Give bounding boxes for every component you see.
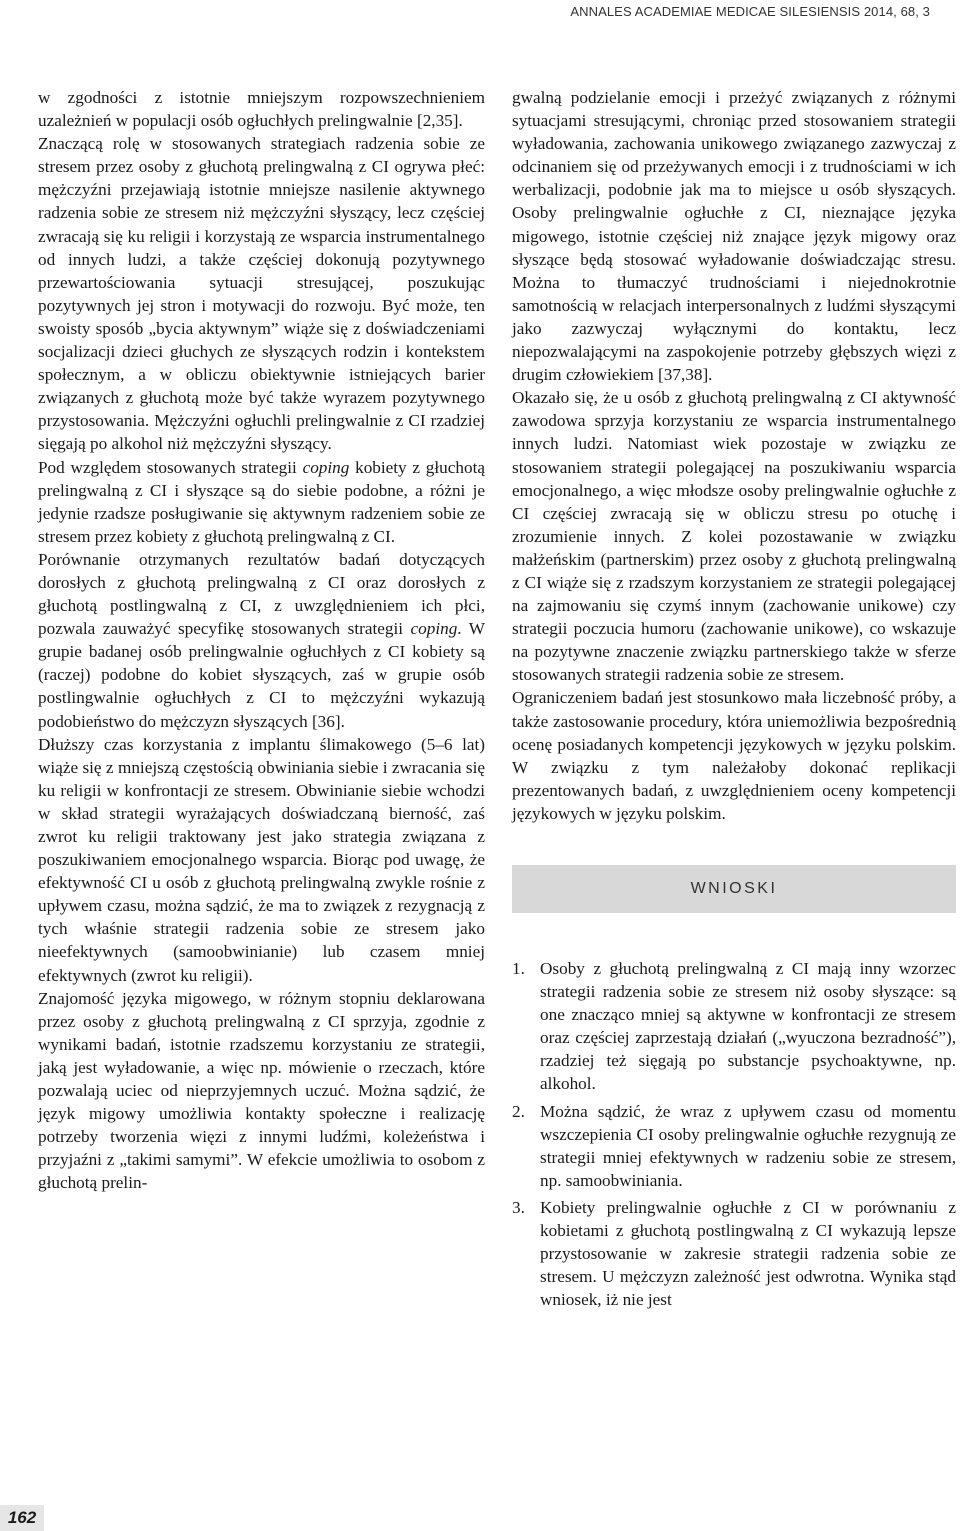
list-number: 3. — [512, 1197, 525, 1217]
text-run: . W grupie badanej osób prelingwalnie ogłuchłych z CI kobiety są (raczej) podobne do kobiet słyszących, zaś w grupie osób postlingwalnie ogłuchłych z CI to mężczyźni wykazują podobieństwo do mężczyzn słyszących [36]. — [38, 619, 486, 731]
section-heading-conclusions: WNIOSKI — [512, 865, 956, 913]
paragraph — [38, 548, 485, 733]
list-number: 2. — [512, 1101, 525, 1121]
paragraph: w zgodności z istotnie mniejszym rozpowszechnieniem uzależnień w populacji osób ogłuchłych prelingwalnie [2,35]. — [38, 88, 485, 131]
text-run: Porównanie otrzymanych rezultatów badań dotyczących dorosłych z głuchotą prelingwalną z CI oraz dorosłych z głuchotą postlingwalną z CI, z uwzględnieniem ich płci, pozwala zauważyć specyfikę stosowanych strategii — [38, 549, 485, 639]
list-item — [512, 1196, 956, 1311]
list-item-text: Osoby z głuchotą prelingwalną z CI mają inny wzorzec strategii radzenia sobie ze stresem niż osoby słyszące: są one znacząco mniej są aktywne w konfrontacji ze stresem oraz częściej zaprzestają działań („wyuczona bezradność”), rzadziej też sięgają po substancje psychoaktywne, np. alkohol. — [540, 959, 956, 1094]
left-column — [38, 86, 485, 1195]
list-item-text: Kobiety prelingwalnie ogłuchłe z CI w porównaniu z kobietami z głuchotą postlingwalną z CI wykazują lepsze przystosowanie w zakresie strategii radzenia sobie ze stresem. U mężczyzn zależność jest odwrotna. Wynika stąd wniosek, iż nie jest — [540, 1197, 956, 1310]
paragraph: gwalną podzielanie emocji i przeżyć związanych z różnymi sytuacjami stresującymi, chroniąc przed stosowaniem strategii wyładowania, zachowania unikowego związanego zazwyczaj z odcinaniem się od przeżywanych emocji i z trudnościami w ich werbalizacji, podobnie jak ma to miejsce u osób słyszących. Osoby prelingwalnie ogłuchłe z CI, nieznające języka migowego, istotnie częściej niż znające język migowy oraz słyszące będą stosować wyładowanie doświadczając stresu. Można to tłumaczyć trudnościami i niejednokrotnie samotnością w relacjach interpersonalnych z ludźmi słyszącymi jako zazwyczaj wyłącznymi do kontaktu, lecz niepozwalającymi na zaspokojenie potrzeby głębszych więzi z drugim człowiekiem [37,38]. — [512, 88, 956, 385]
italic-term: coping — [302, 457, 350, 477]
running-header: ANNALES ACADEMIAE MEDICAE SILESIENSIS 2014, 68, 3 — [570, 4, 930, 19]
list-item-text: Można sądzić, że wraz z upływem czasu od momentu wszczepienia CI osoby prelingwalnie ogłuchłe rezygnują ze strategii mniej efektywnych w radzeniu sobie ze stresem, np. samoobwiniania. — [540, 1101, 956, 1190]
paragraph: Znajomość języka migowego, w różnym stopniu deklarowana przez osoby z głuchotą prelingwalną z CI sprzyja, zgodnie z wynikami badań, istotnie rzadszemu korzystaniu ze strategii, jaką jest wyładowanie, a więc np. mówienie o rzeczach, które pozwalają uciec od nieprzyjemnych uczuć. Można sądzić, że język migowy umożliwia kontakty społeczne i realizację potrzeby tworzenia więzi z innymi ludźmi, koleżeństwa i przyjaźni z „takimi samymi”. W efekcie umożliwia to osobom z głuchotą prelin- — [38, 988, 485, 1193]
paragraph: Dłuższy czas korzystania z implantu ślimakowego (5–6 lat) wiąże się z mniejszą częstością obwiniania siebie i zwracania się ku religii w konfrontacji ze stresem. Obwinianie siebie wchodzi w skład strategii wyrażających doświadczaną bierność, zaś zwrot ku religii traktowany jest jako strategia związana z poszukiwaniem emocjonalnego wsparcia. Biorąc pod uwagę, że efektywność CI u osób z głuchotą prelingwalną zwykle rośnie z upływem czasu, można sądzić, że ma to związek z rezygnacją z tych właśnie strategii radzenia sobie ze stresem jako nieefektywnych (samoobwinianie) lub czasem mniej efektywnych (zwrot ku religii). — [38, 734, 485, 985]
conclusions-list — [512, 957, 956, 1311]
paragraph: Okazało się, że u osób z głuchotą prelingwalną z CI aktywność zawodowa sprzyja korzystaniu ze wsparcia instrumentalnego innych ludzi. Natomiast wiek pozostaje w związku ze stosowaniem strategii polegającej na poszukiwaniu wsparcia emocjonalnego, a więc młodsze osoby prelingwalnie ogłuchłe z CI częściej zwracają się w obliczu stresu po otuchę i zrozumienie innych. Z kolei pozostawanie w związku małżeńskim (partnerskim) przez osoby z głuchotą prelingwalną z CI wiąże się z rzadszym korzystaniem ze strategii polegającej na zajmowaniu się czymś innym (zachowanie unikowe) czy strategii poczucia humoru (zachowanie unikowe), co wskazuje na pozytywne znaczenie związku partnerskiego także w sferze stosowanych strategii radzenia sobie ze stresem. — [512, 388, 956, 685]
paragraph: Znaczącą rolę w stosowanych strategiach radzenia sobie ze stresem przez osoby z głuchotą prelingwalną z CI ogrywa płeć: mężczyźni przejawiają istotnie mniejsze nasilenie aktywnego radzenia sobie ze stresem niż mężczyźni słyszący, lecz częściej zwracają się ku religii i korzystają ze wsparcia instrumentalnego od innych ludzi, a także częściej dokonują pozytywnego przewartościowania sytuacji stresującej, poszukując pozytywnych jej stron i motywacji do rozwoju. Być może, ten swoisty sposób „bycia aktywnym” wiąże się z doświadczeniami socjalizacji dzieci głuchych ze słyszących rodzin i kontekstem społecznym, a w obliczu obiektywnie istniejących barier związanych z głuchotą może być także wyrazem pozytywnego przystosowania. Mężczyźni ogłuchli prelingwalnie z CI rzadziej sięgają po alkohol niż mężczyźni słyszący. — [38, 134, 485, 454]
text-run: kobiety z głuchotą prelingwalną z CI i słyszące są do siebie podobne, a różni je jedynie rzadsze posługiwanie się aktywnym radzeniem sobie ze stresem przez kobiety z głuchotą prelingwalną z CI. — [38, 457, 485, 546]
right-column — [512, 86, 956, 1315]
text-run: Pod względem stosowanych strategii — [38, 457, 303, 477]
page-number: 162 — [0, 1505, 44, 1531]
italic-term: coping — [410, 619, 458, 639]
paragraph — [38, 456, 485, 548]
list-item — [512, 1100, 956, 1192]
paragraph: Ograniczeniem badań jest stosunkowo mała liczebność próby, a także zastosowanie procedury, która uniemożliwia bezpośrednią ocenę posiadanych kompetencji językowych w języku polskim. W związku z tym należałoby dokonać replikacji prezentowanych badań, z uwzględnieniem oceny kompetencji językowych w języku polskim. — [512, 688, 956, 823]
list-item — [512, 957, 956, 1096]
list-number: 1. — [512, 959, 525, 978]
